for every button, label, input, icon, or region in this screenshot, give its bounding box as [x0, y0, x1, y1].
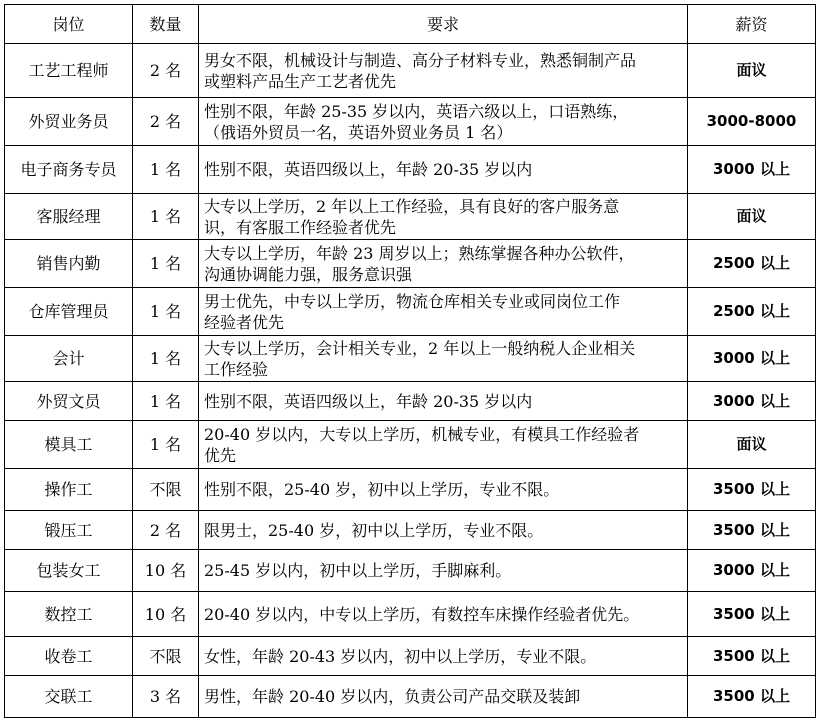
table-row	[5, 288, 816, 336]
requirement-line: 男士优先，中专以上学历，物流仓库相关专业或同岗位工作	[204, 291, 621, 311]
count-cell: 1 名	[133, 194, 199, 240]
salary-cell: 3500 以上	[688, 676, 816, 718]
position-cell: 工艺工程师	[5, 44, 133, 98]
table-row	[5, 336, 816, 382]
table-row	[5, 421, 816, 469]
count-cell: 2 名	[133, 98, 199, 146]
position-cell: 客服经理	[5, 194, 133, 240]
count-cell: 10 名	[133, 550, 199, 592]
table-row	[5, 550, 816, 592]
requirement-line: 优先	[204, 445, 237, 465]
header-row	[5, 5, 816, 44]
position-cell: 电子商务专员	[5, 146, 133, 194]
header-count: 数量	[133, 5, 199, 44]
position-cell: 包装女工	[5, 550, 133, 592]
table-row	[5, 592, 816, 637]
recruitment-table	[4, 4, 816, 718]
salary-cell: 3000 以上	[688, 550, 816, 592]
count-cell: 1 名	[133, 240, 199, 288]
table-row	[5, 44, 816, 98]
requirements-cell	[199, 550, 688, 592]
header-requirements: 要求	[199, 5, 688, 44]
count-cell: 不限	[133, 469, 199, 511]
requirement-line: 性别不限，英语四级以上，年龄 20-35 岁以内	[204, 391, 533, 411]
salary-cell: 3500 以上	[688, 637, 816, 676]
requirement-line: 性别不限，英语四级以上，年龄 20-35 岁以内	[204, 160, 533, 179]
position-cell: 外贸文员	[5, 382, 133, 421]
count-cell: 3 名	[133, 676, 199, 718]
requirement-line: 大专以上学历，会计相关专业，2 年以上一般纳税人企业相关	[204, 338, 636, 358]
count-cell: 2 名	[133, 44, 199, 98]
requirements-cell	[199, 44, 688, 98]
position-cell: 数控工	[5, 592, 133, 637]
count-cell: 1 名	[133, 288, 199, 336]
position-cell: 会计	[5, 336, 133, 382]
requirements-cell	[199, 98, 688, 146]
count-cell: 10 名	[133, 592, 199, 637]
count-cell: 1 名	[133, 382, 199, 421]
position-cell: 外贸业务员	[5, 98, 133, 146]
requirements-cell	[199, 382, 688, 421]
table-row	[5, 469, 816, 511]
requirement-line: 工作经验	[204, 359, 269, 379]
header-salary: 薪资	[688, 5, 816, 44]
salary-cell: 3000 以上	[688, 382, 816, 421]
requirement-line: 或塑料产品生产工艺者优先	[204, 71, 397, 91]
requirements-cell	[199, 336, 688, 382]
requirement-line: 性别不限，年龄 25-35 岁以内，英语六级以上，口语熟练，	[204, 101, 629, 121]
salary-cell: 3000-8000	[688, 98, 816, 146]
count-cell: 1 名	[133, 336, 199, 382]
table-row	[5, 98, 816, 146]
requirement-line: 男女不限，机械设计与制造、高分子材料专业，熟悉铜制产品	[204, 50, 637, 70]
salary-cell: 2500 以上	[688, 288, 816, 336]
position-cell: 销售内勤	[5, 240, 133, 288]
table-row	[5, 194, 816, 240]
requirements-cell	[199, 469, 688, 511]
requirements-cell	[199, 288, 688, 336]
requirement-line: 识，有客服工作经验者优先	[204, 217, 397, 237]
requirement-line: 男性，年龄 20-40 岁以内，负责公司产品交联及装卸	[204, 687, 581, 706]
salary-cell: 3500 以上	[688, 469, 816, 511]
position-cell: 仓库管理员	[5, 288, 133, 336]
requirements-cell	[199, 240, 688, 288]
count-cell: 1 名	[133, 146, 199, 194]
salary-cell: 面议	[688, 194, 816, 240]
requirement-line: 经验者优先	[204, 312, 285, 332]
salary-cell: 面议	[688, 44, 816, 98]
count-cell: 1 名	[133, 421, 199, 469]
table-row	[5, 240, 816, 288]
requirements-cell	[199, 637, 688, 676]
salary-cell: 面议	[688, 421, 816, 469]
count-cell: 不限	[133, 637, 199, 676]
requirement-line: 大专以上学历，2 年以上工作经验，具有良好的客户服务意	[204, 196, 620, 216]
requirement-line: 沟通协调能力强，服务意识强	[204, 264, 413, 284]
salary-cell: 2500 以上	[688, 240, 816, 288]
salary-cell: 3000 以上	[688, 146, 816, 194]
requirement-line: 20-40 岁以内，大专以上学历，机械专业，有模具工作经验者	[204, 424, 640, 444]
requirement-line: 25-45 岁以内，初中以上学历，手脚麻利。	[204, 561, 512, 580]
salary-cell: 3500 以上	[688, 511, 816, 550]
salary-cell: 3500 以上	[688, 592, 816, 637]
position-cell: 操作工	[5, 469, 133, 511]
table-row	[5, 382, 816, 421]
requirement-line: （俄语外贸员一名，英语外贸业务员 1 名）	[204, 122, 513, 142]
position-cell: 收卷工	[5, 637, 133, 676]
count-cell: 2 名	[133, 511, 199, 550]
requirements-cell	[199, 592, 688, 637]
header-position: 岗位	[5, 5, 133, 44]
table-row	[5, 637, 816, 676]
requirement-line: 女性，年龄 20-43 岁以内，初中以上学历，专业不限。	[204, 646, 597, 666]
requirements-cell	[199, 421, 688, 469]
requirements-cell	[199, 676, 688, 718]
requirements-cell	[199, 194, 688, 240]
table-row	[5, 146, 816, 194]
position-cell: 交联工	[5, 676, 133, 718]
position-cell: 模具工	[5, 421, 133, 469]
salary-cell: 3000 以上	[688, 336, 816, 382]
requirement-line: 性别不限，25-40 岁，初中以上学历，专业不限。	[204, 480, 560, 499]
requirement-line: 大专以上学历，年龄 23 周岁以上；熟练掌握各种办公软件，	[204, 243, 635, 263]
table-row	[5, 511, 816, 550]
position-cell: 锻压工	[5, 511, 133, 550]
requirements-cell	[199, 511, 688, 550]
requirement-line: 限男士，25-40 岁，初中以上学历，专业不限。	[204, 520, 544, 540]
requirement-line: 20-40 岁以内，中专以上学历，有数控车床操作经验者优先。	[204, 604, 640, 624]
table-row	[5, 676, 816, 718]
requirements-cell	[199, 146, 688, 194]
